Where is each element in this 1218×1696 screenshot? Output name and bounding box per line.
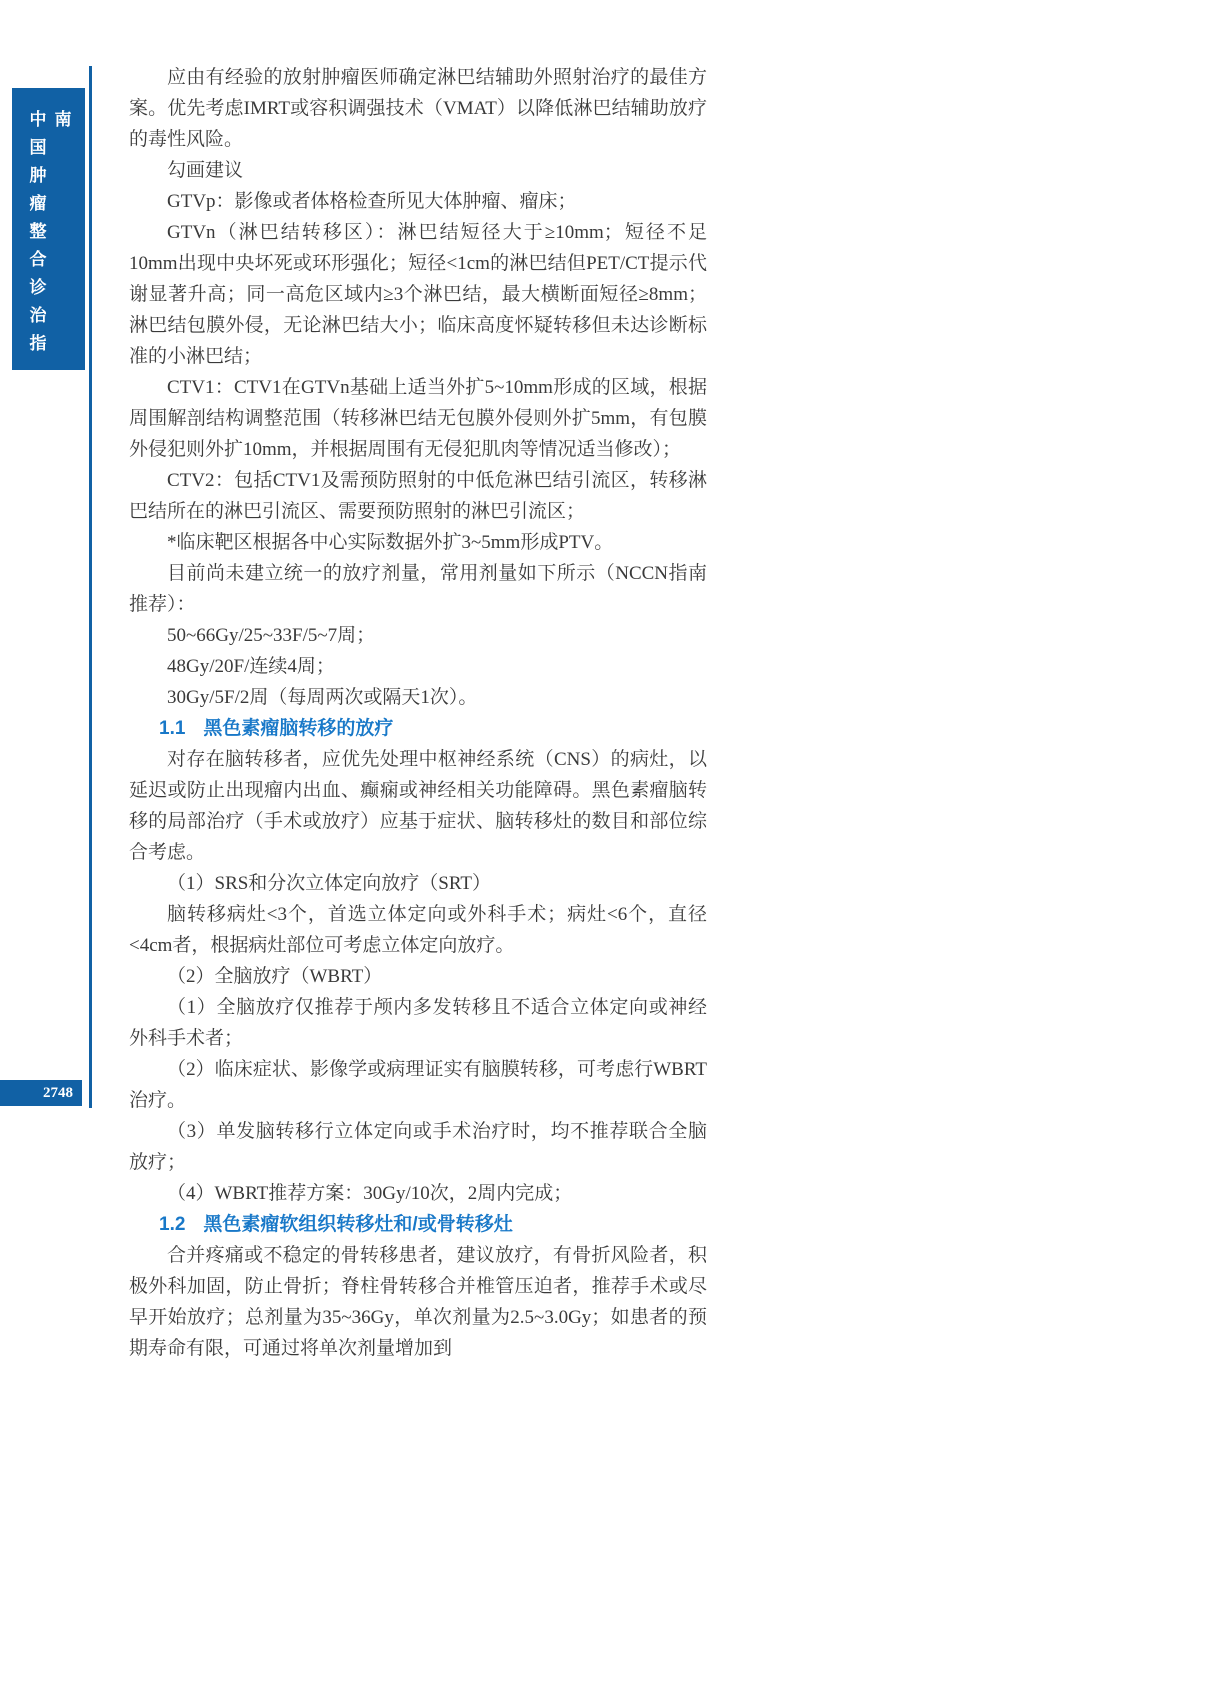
paragraph: 对存在脑转移者，应优先处理中枢神经系统（CNS）的病灶，以延迟或防止出现瘤内出血、癫痫或神经相关功能障碍。黑色素瘤脑转移的局部治疗（手术或放疗）应基于症状、脑转移灶的数目和部位综合考虑。 (129, 749, 707, 863)
section-number: 1.1 (159, 718, 186, 739)
document-text (129, 62, 707, 1364)
page-number: 2748 (43, 1084, 73, 1101)
paragraph: 30Gy/5F/2周（每周两次或隔天1次）。 (167, 687, 478, 708)
paragraph: 应由有经验的放射肿瘤医师确定淋巴结辅助外照射治疗的最佳方案。优先考虑IMRT或容积调强技术（VMAT）以降低淋巴结辅助放疗的毒性风险。 (129, 67, 707, 150)
section-number: 1.2 (159, 1214, 186, 1235)
paragraph: GTVp：影像或者体格检查所见大体肿瘤、瘤床； (167, 191, 577, 212)
paragraph: （1）全脑放疗仅推荐于颅内多发转移且不适合立体定向或神经外科手术者； (129, 997, 707, 1049)
paragraph: （3）单发脑转移行立体定向或手术治疗时，均不推荐联合全脑放疗； (129, 1121, 707, 1173)
paragraph: （4）WBRT推荐方案：30Gy/10次，2周内完成； (167, 1183, 573, 1204)
paragraph: 48Gy/20F/连续4周； (167, 656, 335, 677)
section-heading (129, 1209, 707, 1240)
paragraph: CTV1：CTV1在GTVn基础上适当外扩5~10mm形成的区域，根据周围解剖结构调整范围（转移淋巴结无包膜外侵则外扩5mm，有包膜外侵犯则外扩10mm，并根据周围有无侵犯肌肉等情况适当修改）； (129, 377, 707, 460)
paragraph: 50~66Gy/25~33F/5~7周； (167, 625, 376, 646)
paragraph: 勾画建议 (167, 160, 244, 181)
paragraph: （2）全脑放疗（WBRT） (167, 966, 383, 987)
page-number-badge (0, 1080, 82, 1106)
vertical-divider (89, 66, 92, 1108)
section-heading (129, 713, 707, 744)
paragraph: 合并疼痛或不稳定的骨转移患者，建议放疗，有骨折风险者，积极外科加固，防止骨折；脊柱骨转移合并椎管压迫者，推荐手术或尽早开始放疗；总剂量为35~36Gy，单次剂量为2.5~3.0Gy；如患者的预期寿命有限，可通过将单次剂量增加到 (129, 1245, 707, 1359)
sidebar-title-box (12, 88, 85, 370)
paragraph: GTVn（淋巴结转移区）：淋巴结短径大于≥10mm；短径不足10mm出现中央坏死或环形强化；短径<1cm的淋巴结但PET/CT提示代谢显著升高；同一高危区域内≥3个淋巴结，最大横断面短径≥8mm；淋巴结包膜外侵，无论淋巴结大小；临床高度怀疑转移但未达诊断标准的小淋巴结； (129, 222, 707, 367)
section-title: 黑色素瘤软组织转移灶和/或骨转移灶 (203, 1214, 513, 1235)
paragraph: *临床靶区根据各中心实际数据外扩3~5mm形成PTV。 (167, 532, 614, 553)
sidebar-title: 中国肿瘤整合诊治指南 (26, 110, 71, 362)
paragraph: 目前尚未建立统一的放疗剂量，常用剂量如下所示（NCCN指南推荐）： (129, 563, 707, 615)
paragraph: CTV2：包括CTV1及需预防照射的中低危淋巴结引流区，转移淋巴结所在的淋巴引流区、需要预防照射的淋巴引流区； (129, 470, 707, 522)
section-title: 黑色素瘤脑转移的放疗 (203, 718, 394, 739)
paragraph: （2）临床症状、影像学或病理证实有脑膜转移，可考虑行WBRT治疗。 (129, 1059, 707, 1111)
paragraph: （1）SRS和分次立体定向放疗（SRT） (167, 873, 492, 894)
paragraph: 脑转移病灶<3个，首选立体定向或外科手术；病灶<6个，直径<4cm者，根据病灶部位可考虑立体定向放疗。 (129, 904, 707, 956)
